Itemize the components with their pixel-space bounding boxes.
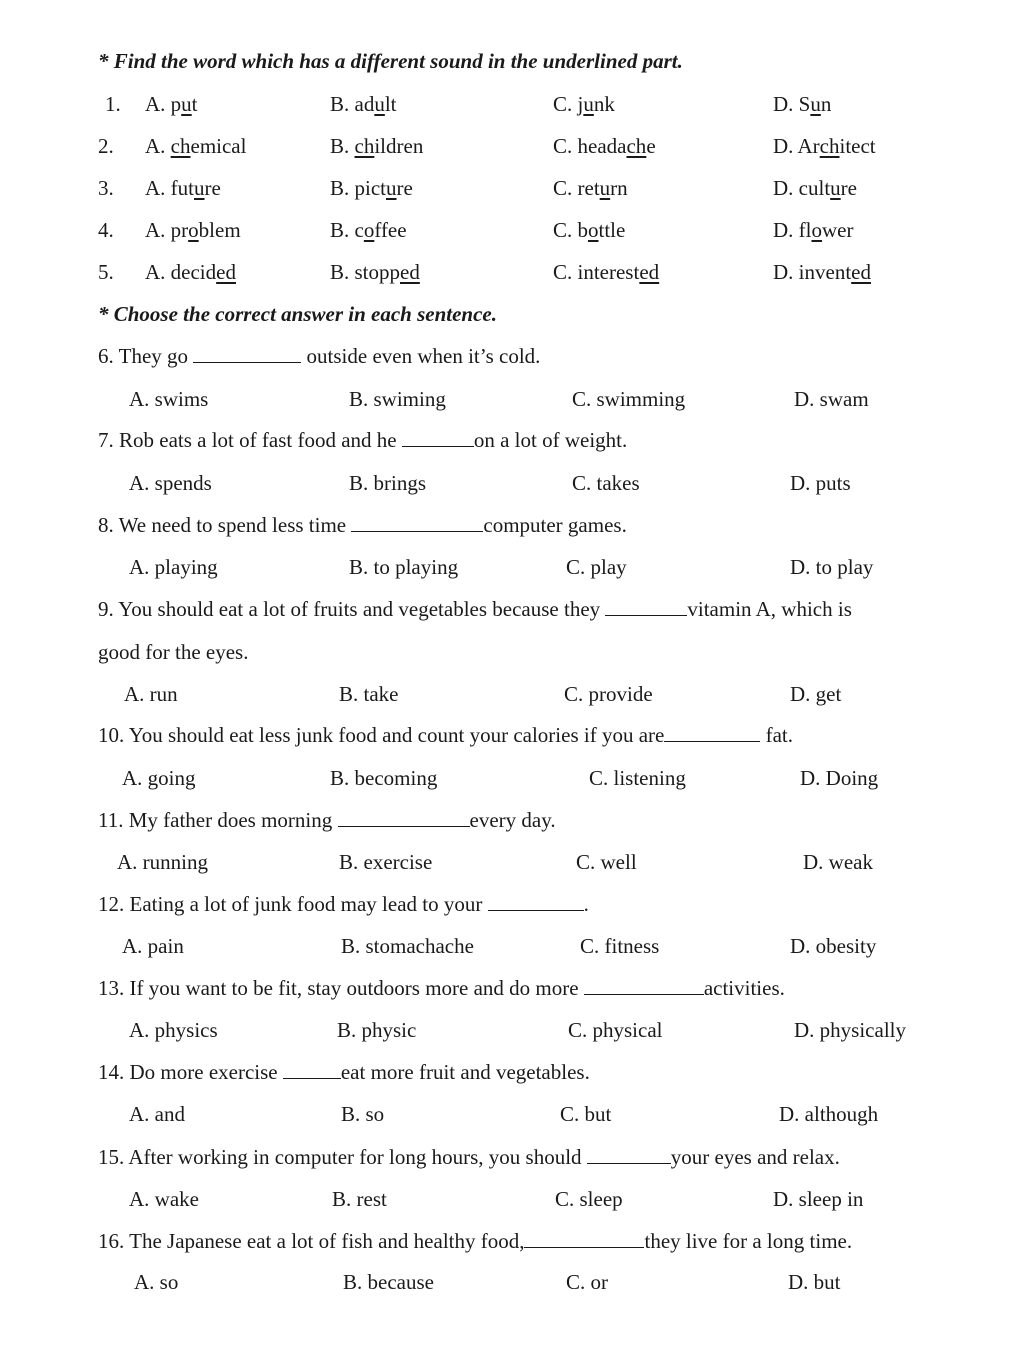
underlined-part: u (374, 92, 385, 116)
question-stem: 12. Eating a lot of junk food may lead to your (98, 892, 488, 916)
question-stem-end: eat more fruit and vegetables. (340, 1060, 590, 1084)
answer-blank[interactable] (193, 344, 301, 363)
answer-option: D. sleep in (773, 1187, 864, 1211)
question-stem-end: outside even when it’s cold. (301, 344, 541, 368)
option-text: B. pict (330, 176, 386, 200)
answer-option: C. swimming (572, 387, 686, 411)
answer-option (553, 257, 659, 287)
question-text (98, 973, 785, 1003)
option-text: C. interest (553, 260, 640, 284)
question-number: 5. (98, 260, 114, 284)
answer-option: C. provide (564, 682, 653, 706)
question-stem: 9. You should eat a lot of fruits and vegetables because they (98, 597, 606, 621)
question-text (98, 1226, 852, 1256)
option-text: A. fut (145, 176, 194, 200)
option-text: lt (384, 92, 397, 116)
answer-option: B. swiming (349, 387, 446, 411)
option-text: t (191, 92, 198, 116)
option-text: n (820, 92, 832, 116)
answer-option (145, 215, 241, 245)
underlined-part: u (386, 176, 397, 200)
answer-blank[interactable] (488, 892, 584, 911)
underlined-part: u (194, 176, 205, 200)
question-number: 1. (105, 92, 121, 116)
answer-option: D. to play (790, 555, 874, 579)
answer-option (330, 257, 420, 287)
answer-option: B. exercise (339, 850, 433, 874)
answer-option (145, 257, 236, 287)
question-stem-end: they live for a long time. (644, 1229, 853, 1253)
question-stem: 6. They go (98, 344, 194, 368)
pronunciation-heading: * Find the word which has a different sound in the underlined part. (98, 49, 683, 73)
answer-option (773, 257, 871, 287)
question-text (98, 1142, 840, 1172)
answer-option: A. wake (129, 1187, 199, 1211)
answer-option (330, 131, 423, 161)
option-text: C. heada (553, 134, 627, 158)
question-number: 4. (98, 218, 114, 242)
answer-option: D. get (790, 682, 842, 706)
question-stem: 7. Rob eats a lot of fast food and he (98, 428, 402, 452)
question-text (98, 510, 627, 540)
question-text (98, 889, 589, 919)
answer-option: A. swims (129, 387, 209, 411)
answer-option: B. rest (332, 1187, 387, 1211)
underlined-part: u (810, 92, 821, 116)
answer-option: C. play (566, 555, 627, 579)
answer-option (145, 89, 198, 119)
question-stem: 10. You should eat less junk food and count your calories if you are (98, 723, 665, 747)
question-stem: 13. If you want to be fit, stay outdoors more and do more (98, 976, 584, 1000)
answer-option: C. but (560, 1102, 612, 1126)
answer-option: A. spends (129, 471, 212, 495)
question-continuation: good for the eyes. (98, 640, 249, 664)
question-stem: 8. We need to spend less time (98, 513, 352, 537)
answer-option: B. take (339, 682, 399, 706)
option-text: D. cult (773, 176, 831, 200)
option-text: B. (330, 134, 355, 158)
question-stem-end: fat. (760, 723, 793, 747)
answer-option: C. sleep (555, 1187, 623, 1211)
question-stem-end: on a lot of weight. (473, 428, 628, 452)
option-text: D. S (773, 92, 811, 116)
question-stem-end: computer games. (483, 513, 627, 537)
option-text: ttle (598, 218, 626, 242)
underlined-part: o (188, 218, 199, 242)
question-number: 2. (98, 134, 114, 158)
answer-blank[interactable] (351, 513, 483, 532)
answer-option: A. going (122, 766, 196, 790)
answer-option: B. so (341, 1102, 385, 1126)
underlined-part: ed (639, 260, 660, 284)
answer-option: D. although (779, 1102, 879, 1126)
answer-option: B. to playing (349, 555, 459, 579)
question-stem: 15. After working in computer for long hours, you should (98, 1145, 587, 1169)
answer-option: A. pain (122, 934, 184, 958)
answer-option: A. run (124, 682, 178, 706)
option-text: emical (190, 134, 247, 158)
answer-blank[interactable] (584, 976, 704, 995)
underlined-part: ch (626, 134, 647, 158)
answer-option (773, 131, 876, 161)
option-text: D. Ar (773, 134, 820, 158)
answer-option: B. brings (349, 471, 427, 495)
option-text: C. ret (553, 176, 600, 200)
underlined-part: o (588, 218, 599, 242)
answer-option (553, 89, 615, 119)
answer-option: A. so (134, 1270, 179, 1294)
question-text (98, 720, 793, 750)
question-stem-end: activities. (703, 976, 785, 1000)
question-stem: 11. My father does morning (98, 808, 338, 832)
option-text: A. (145, 134, 171, 158)
answer-blank[interactable] (587, 1145, 671, 1164)
answer-option: C. well (576, 850, 637, 874)
option-text: D. invent (773, 260, 852, 284)
answer-option: B. stomachache (341, 934, 474, 958)
answer-option: C. or (566, 1270, 608, 1294)
option-text: nk (593, 92, 615, 116)
question-text (98, 341, 540, 371)
underlined-part: u (583, 92, 594, 116)
answer-blank[interactable] (605, 597, 687, 616)
question-text (98, 1057, 590, 1087)
underlined-part: u (181, 92, 192, 116)
answer-option: B. physic (337, 1018, 417, 1042)
question-stem-end: every day. (469, 808, 556, 832)
question-text (98, 425, 627, 455)
answer-option: D. swam (794, 387, 869, 411)
answer-blank[interactable] (402, 428, 474, 447)
question-stem-end: . (583, 892, 589, 916)
answer-option: A. and (129, 1102, 185, 1126)
underlined-part: ed (216, 260, 236, 284)
answer-option (145, 131, 246, 161)
answer-blank[interactable] (283, 1060, 341, 1079)
answer-option: A. physics (129, 1018, 218, 1042)
answer-option: C. takes (572, 471, 640, 495)
question-stem-end: your eyes and relax. (670, 1145, 840, 1169)
answer-option: B. becoming (330, 766, 438, 790)
underlined-part: o (363, 218, 375, 242)
underlined-part: u (599, 176, 611, 200)
option-text: re (396, 176, 413, 200)
option-text: ildren (374, 134, 424, 158)
answer-option: D. Doing (800, 766, 879, 790)
answer-option (553, 131, 656, 161)
answer-option (330, 215, 407, 245)
option-text: C. j (553, 92, 584, 116)
answer-option: D. but (788, 1270, 841, 1294)
answer-option: D. obesity (790, 934, 877, 958)
option-text: ffee (374, 218, 407, 242)
answer-option: B. because (343, 1270, 434, 1294)
option-text: D. fl (773, 218, 812, 242)
question-stem: 16. The Japanese eat a lot of fish and healthy food, (98, 1229, 525, 1253)
option-text: rn (610, 176, 628, 200)
question-stem: 14. Do more exercise (98, 1060, 283, 1084)
question-text (98, 594, 852, 624)
answer-option: A. running (117, 850, 208, 874)
underlined-part: o (811, 218, 822, 242)
underlined-part: ch (819, 134, 840, 158)
option-text: e (646, 134, 656, 158)
grammar-heading: * Choose the correct answer in each sentence. (98, 302, 497, 326)
answer-option: C. fitness (580, 934, 660, 958)
option-text: B. c (330, 218, 364, 242)
option-text: A. decid (145, 260, 217, 284)
question-number: 3. (98, 176, 114, 200)
option-text: B. stopp (330, 260, 401, 284)
option-text: B. ad (330, 92, 375, 116)
answer-option (773, 215, 853, 245)
question-stem-end: vitamin A, which is (687, 597, 852, 621)
answer-option: C. physical (568, 1018, 663, 1042)
underlined-part: u (830, 176, 841, 200)
option-text: re (204, 176, 221, 200)
underlined-part: ed (851, 260, 871, 284)
answer-option (330, 89, 397, 119)
answer-option: D. physically (794, 1018, 906, 1042)
option-text: blem (198, 218, 241, 242)
option-text: A. p (145, 92, 182, 116)
answer-option (330, 173, 413, 203)
option-text: re (840, 176, 857, 200)
underlined-part: ch (354, 134, 375, 158)
answer-blank[interactable] (524, 1229, 644, 1248)
answer-option: D. puts (790, 471, 851, 495)
underlined-part: ch (170, 134, 191, 158)
answer-option (553, 215, 625, 245)
option-text: wer (822, 218, 854, 242)
answer-option (773, 89, 831, 119)
option-text: A. pr (145, 218, 189, 242)
answer-option: C. listening (589, 766, 686, 790)
answer-blank[interactable] (338, 808, 470, 827)
question-text (98, 805, 556, 835)
answer-option (553, 173, 628, 203)
answer-option: A. playing (129, 555, 218, 579)
option-text: itect (839, 134, 876, 158)
answer-blank[interactable] (664, 723, 760, 742)
answer-option: D. weak (803, 850, 873, 874)
option-text: C. b (553, 218, 589, 242)
answer-option (773, 173, 857, 203)
answer-option (145, 173, 221, 203)
underlined-part: ed (400, 260, 420, 284)
